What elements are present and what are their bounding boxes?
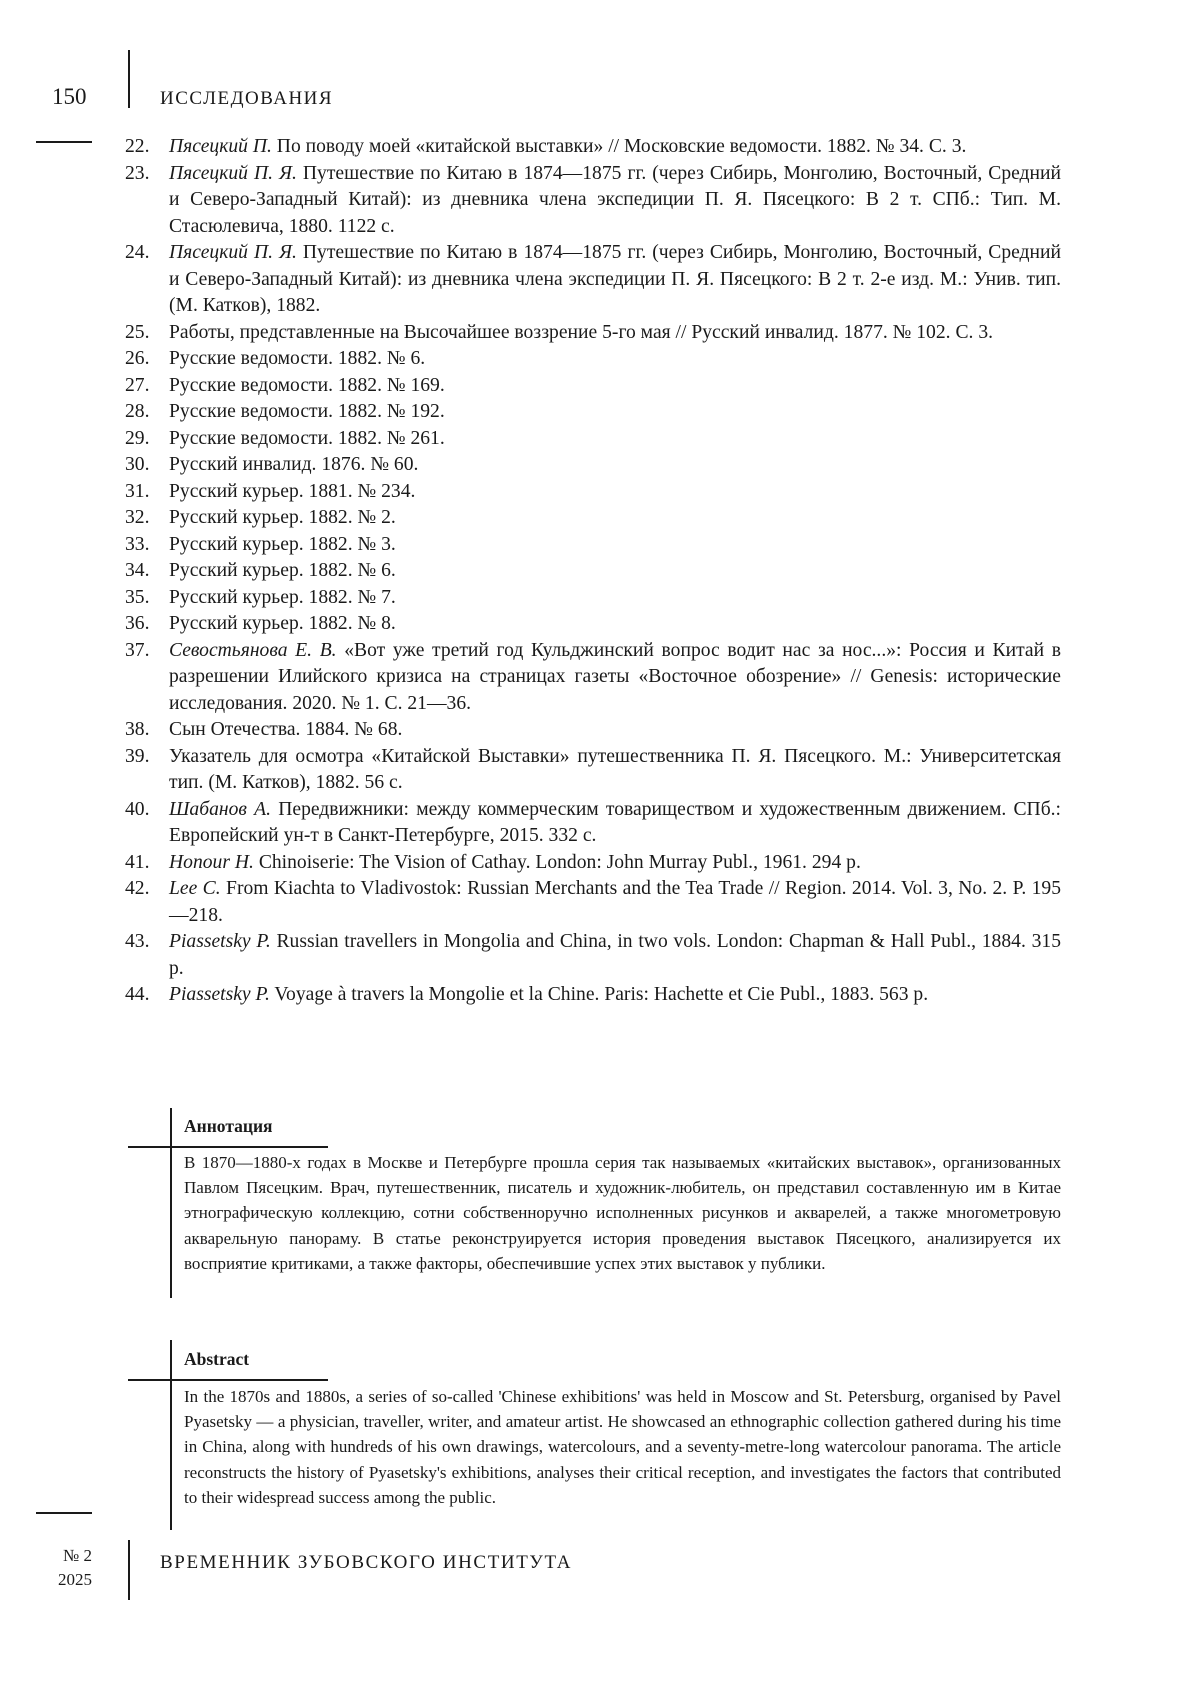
reference-number: 33. [125, 533, 150, 555]
reference-text: Russian travellers in Mongolia and China, in two vols. London: Chapman & Hall Publ., 1884. 315 p. [169, 931, 1061, 979]
page-number: 150 [52, 84, 87, 109]
issue-year: 2025 [58, 1570, 92, 1589]
reference-number: 26. [125, 348, 150, 369]
reference-text: Русский курьер. 1882. № 8. [169, 613, 396, 634]
reference-item [125, 346, 1061, 373]
reference-item [125, 876, 1061, 929]
reference-text: Русский курьер. 1881. № 234. [169, 480, 416, 502]
reference-number: 22. [125, 136, 150, 157]
reference-text: Сын Отечества. 1884. № 68. [169, 719, 403, 740]
reference-item [125, 320, 1061, 347]
reference-text: Русский курьер. 1882. № 3. [169, 533, 396, 555]
reference-number: 34. [125, 560, 150, 581]
reference-number: 29. [125, 427, 150, 449]
reference-author: Honour H. [169, 851, 254, 873]
reference-item [125, 558, 1061, 585]
reference-item [125, 161, 1061, 241]
reference-item [125, 532, 1061, 559]
reference-text: «Вот уже третий год Кульджинский вопрос водит нас за нос...»: Россия и Китай в разрешении Илийского кризиса на страницах газеты «Восточное обозрение» // Genesis: исторические исследования. 2020. № 1. С. 21—36. [169, 639, 1061, 714]
reference-number: 36. [125, 613, 150, 634]
reference-number: 31. [125, 480, 150, 502]
footer-divider [128, 1540, 130, 1600]
reference-text: Русские ведомости. 1882. № 169. [169, 374, 445, 396]
section-title: ИССЛЕДОВАНИЯ [160, 88, 334, 109]
reference-text: Путешествие по Китаю в 1874—1875 гг. (через Сибирь, Монголию, Восточный, Средний и Северо-Западный Китай): из дневника члена экспедиции П. Я. Пясецкого: В 2 т. СПб.: Тип. М. Стасюлевича, 1880. 1122 с. [169, 162, 1061, 237]
reference-number: 27. [125, 374, 150, 396]
reference-item [125, 479, 1061, 506]
reference-text: Русский курьер. 1882. № 7. [169, 586, 396, 608]
reference-item [125, 426, 1061, 453]
reference-number: 38. [125, 719, 150, 740]
reference-author: Piassetsky P. [169, 984, 270, 1005]
reference-text: Русские ведомости. 1882. № 192. [169, 401, 445, 422]
reference-author: Севостьянова Е. В. [169, 639, 337, 661]
reference-item [125, 585, 1061, 612]
reference-number: 44. [125, 984, 150, 1005]
reference-item [125, 505, 1061, 532]
reference-author: Lee C. [169, 878, 221, 899]
reference-item [125, 134, 1061, 161]
reference-item [125, 240, 1061, 320]
reference-item [125, 744, 1061, 797]
reference-number: 32. [125, 507, 150, 528]
reference-text: Русские ведомости. 1882. № 6. [169, 348, 426, 369]
abstract-rule-horizontal [128, 1379, 328, 1381]
reference-item [125, 638, 1061, 718]
reference-author: Пясецкий П. Я. [169, 242, 297, 263]
reference-text: По поводу моей «китайской выставки» // Московские ведомости. 1882. № 34. С. 3. [271, 136, 967, 157]
reference-text: Chinoiserie: The Vision of Cathay. London: John Murray Publ., 1961. 294 p. [253, 851, 861, 873]
reference-number: 35. [125, 586, 150, 608]
annotation-heading: Аннотация [184, 1116, 273, 1136]
reference-text: Работы, представленные на Высочайшее воззрение 5-го мая // Русский инвалид. 1877. № 102. С. 3. [169, 321, 994, 343]
reference-text: Русские ведомости. 1882. № 261. [169, 427, 445, 449]
reference-number: 43. [125, 931, 150, 952]
reference-text: Передвижники: между коммерческим товариществом и художественным движением. СПб.: Европейский ун-т в Санкт-Петербурге, 2015. 332 с. [169, 798, 1061, 846]
reference-author: Пясецкий П. [169, 136, 272, 157]
reference-number: 40. [125, 798, 150, 820]
reference-text: Voyage à travers la Mongolie et la Chine. Paris: Hachette et Cie Publ., 1883. 563 p. [269, 984, 929, 1005]
reference-number: 30. [125, 454, 150, 475]
reference-item [125, 850, 1061, 877]
reference-item [125, 717, 1061, 744]
abstract-rule-vertical [170, 1340, 172, 1530]
footer-rule [36, 1512, 92, 1514]
reference-number: 37. [125, 639, 150, 661]
reference-author: Piassetsky P. [169, 931, 271, 952]
issue-number: № 2 [63, 1546, 92, 1565]
header-divider [128, 50, 130, 108]
reference-text: Указатель для осмотра «Китайской Выставки» путешественника П. Я. Пясецкого. М.: Университетская тип. (М. Катков), 1882. 56 с. [169, 745, 1061, 793]
annotation-body: В 1870—1880-х годах в Москве и Петербурге прошла серия так называемых «китайских выставок», организованных Павлом Пясецким. Врач, путешественник, писатель и художник-любитель, он представил составленную им в Китае этнографическую коллекцию, сотни собственноручно исполненных рисунков и акварелей, а также многометровую акварельную панораму. В статье реконструируется история проведения выставок Пясецкого, анализируется их восприятие критиками, а также факторы, обеспечившие успех этих выставок у публики. [184, 1153, 1061, 1273]
reference-list [125, 134, 1061, 1009]
reference-text: Русский инвалид. 1876. № 60. [169, 454, 419, 475]
reference-item [125, 452, 1061, 479]
reference-author: Шабанов А. [169, 798, 271, 820]
abstract-body: In the 1870s and 1880s, a series of so-called 'Chinese exhibitions' was held in Moscow and St. Petersburg, organised by Pavel Pyasetsky — a physician, traveller, writer, and amateur artist. He showcased an ethnographic collection gathered during his time in China, along with hundreds of his own drawings, watercolours, and a seventy-metre-long watercolour panorama. The article reconstructs the history of Pyasetsky's exhibitions, analyses their critical reception, and investigates the factors that contributed to their widespread success among the public. [184, 1387, 1061, 1507]
reference-number: 23. [125, 162, 150, 184]
reference-number: 25. [125, 321, 150, 343]
annotation-rule-vertical [170, 1108, 172, 1298]
reference-author: Пясецкий П. Я. [169, 162, 297, 184]
annotation-rule-horizontal [128, 1146, 328, 1148]
abstract-heading: Abstract [184, 1349, 250, 1369]
reference-number: 41. [125, 851, 150, 873]
reference-item [125, 399, 1061, 426]
reference-text: Русский курьер. 1882. № 6. [169, 560, 396, 581]
reference-text: From Kiachta to Vladivostok: Russian Merchants and the Tea Trade // Region. 2014. Vol. 3, No. 2. P. 195—218. [169, 878, 1061, 926]
reference-item [125, 373, 1061, 400]
issue-info [58, 1544, 92, 1592]
reference-item [125, 982, 1061, 1009]
header-rule [36, 141, 92, 143]
reference-text: Русский курьер. 1882. № 2. [169, 507, 396, 528]
reference-number: 28. [125, 401, 150, 422]
journal-title: ВРЕМЕННИК ЗУБОВСКОГО ИНСТИТУТА [160, 1552, 573, 1573]
reference-item [125, 611, 1061, 638]
reference-number: 39. [125, 745, 150, 767]
reference-text: Путешествие по Китаю в 1874—1875 гг. (через Сибирь, Монголию, Восточный, Средний и Северо-Западный Китай): из дневника члена экспедиции П. Я. Пясецкого: В 2 т. 2-е изд. М.: Унив. тип. (М. Катков), 1882. [169, 242, 1061, 316]
reference-number: 42. [125, 878, 150, 899]
reference-item [125, 929, 1061, 982]
reference-item [125, 797, 1061, 850]
reference-number: 24. [125, 242, 150, 263]
